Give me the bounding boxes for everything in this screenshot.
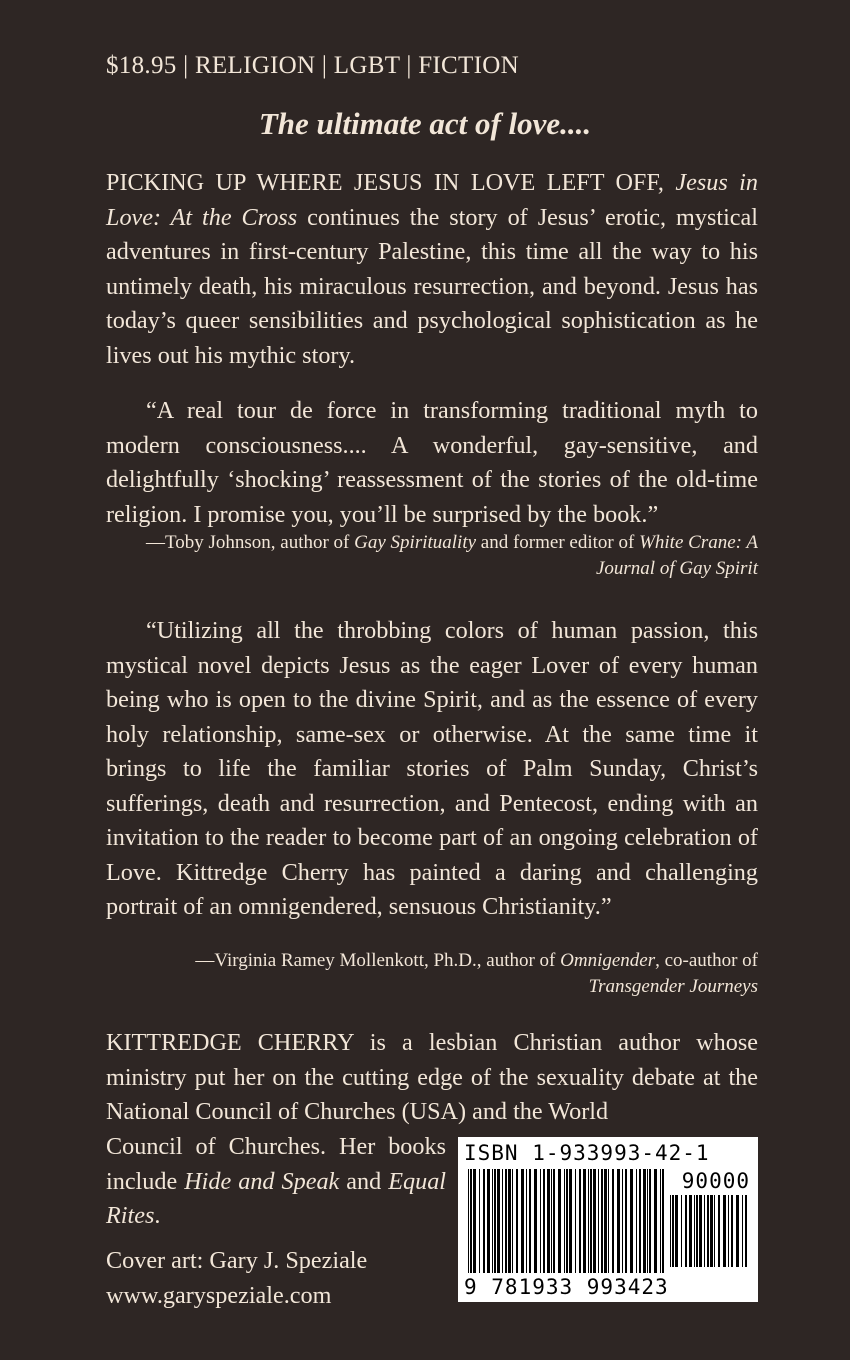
bio-text: Council of Churches. Her books include — [106, 1133, 446, 1195]
barcode-bar — [534, 1169, 537, 1273]
barcode-bar — [492, 1169, 493, 1273]
bio-text: . — [154, 1202, 161, 1229]
barcode-bar — [479, 1169, 480, 1273]
barcode-bar — [588, 1169, 589, 1273]
barcode-bar — [625, 1169, 627, 1273]
barcode-bar — [505, 1169, 507, 1273]
bio-book: Hide and Speak — [184, 1167, 340, 1195]
price-category-line: $18.95 | RELIGION | LGBT | FICTION — [106, 52, 519, 79]
isbn-barcode — [458, 1137, 758, 1302]
barcode-bar — [497, 1169, 500, 1273]
barcode-bar — [604, 1169, 607, 1273]
barcode-bar — [622, 1169, 623, 1273]
barcode-bar — [543, 1169, 545, 1273]
barcode-bar — [617, 1169, 620, 1273]
book-description — [106, 166, 758, 373]
barcode-bar — [470, 1169, 472, 1273]
barcode-bar — [662, 1169, 664, 1273]
barcode-bar — [529, 1169, 531, 1273]
barcode-bar — [502, 1169, 503, 1273]
price-code: 90000 — [681, 1169, 750, 1193]
barcode-bar — [647, 1169, 648, 1273]
barcode-bar — [468, 1169, 469, 1273]
barcode-bar — [575, 1169, 576, 1273]
barcode-bar — [675, 1195, 678, 1267]
barcode-bar — [742, 1195, 743, 1267]
barcode-bar — [608, 1169, 609, 1273]
book-title: Jesus in Love: At the Cross — [106, 169, 758, 231]
barcode-bar — [569, 1169, 572, 1273]
attribution-book: Omnigender — [560, 950, 656, 971]
attribution-text: , co-author of — [655, 950, 758, 971]
barcode-bar — [564, 1169, 565, 1273]
bio-text: and — [346, 1167, 382, 1195]
barcode-bar — [516, 1169, 518, 1273]
barcode-bar — [731, 1195, 733, 1267]
barcode-bar — [745, 1195, 747, 1267]
attribution-text: and former editor of — [480, 532, 635, 553]
barcode-bar — [728, 1195, 729, 1267]
barcode-bar — [707, 1195, 709, 1267]
barcode-bar — [714, 1195, 715, 1267]
barcode-bar — [566, 1169, 568, 1273]
bio-book: Equal Rites — [106, 1167, 447, 1229]
barcode-bar — [736, 1195, 739, 1267]
attribution-book: Transgender Journeys — [588, 976, 758, 997]
description-body: continues the story of Jesus’ erotic, mystical adventures in first-century Palestine, this time all the way to his untimely death, his miraculous resurrection, and beyond. Jesus has today’s queer sensibilities and psychological sophistication as he lives out his mythic story. — [106, 203, 758, 369]
barcode-bar — [612, 1169, 614, 1273]
author-name: KITTREDGE CHERRY — [106, 1029, 354, 1056]
barcode-bar — [694, 1195, 695, 1267]
blurb-quote-1: “A real tour de force in transforming traditional myth to modern consciousness.... A wonderful, gay-sensitive, and delightfully ‘shocking’ reassessment of the stories of the old-time religion. I promise you, you’ll be surprised by the book.” — [106, 397, 758, 528]
barcode-bar — [670, 1195, 671, 1267]
barcode-bar — [512, 1169, 513, 1273]
barcode-bar — [639, 1169, 641, 1273]
author-bio — [106, 1026, 758, 1130]
barcode-bar — [636, 1169, 637, 1273]
barcode-bar — [593, 1169, 596, 1273]
blurb-attribution-1 — [106, 530, 758, 582]
blurb-quote-2: “Utilizing all the throbbing colors of human passion, this mystical novel depicts Jesus as the eager Lover of every human being who is open to the divine Spirit, and as the essence of every holy relationship, same-sex or otherwise. At the same time it brings to life the familiar stories of Palm Sunday, Christ’s sufferings, death and resurrection, and Pentecost, ending with an invitation to the reader to become part of an ongoing celebration of Love. Kittredge Cherry has painted a daring and challenging portrait of an omnigendered, sensuous Christianity.” — [106, 617, 758, 920]
barcode-bar — [643, 1169, 646, 1273]
attribution-book: Gay Spirituality — [354, 532, 477, 553]
barcode-bar — [551, 1169, 552, 1273]
blurb-attribution-2 — [106, 948, 758, 1000]
barcode-bar — [689, 1195, 692, 1267]
addon-barcode-bars — [670, 1195, 750, 1267]
barcode-bar — [649, 1169, 651, 1273]
ean-number: 9 781933 993423 — [464, 1275, 669, 1299]
barcode-bar — [598, 1169, 599, 1273]
barcode-bar — [699, 1195, 702, 1267]
attribution-text: —Toby Johnson, author of — [145, 532, 350, 553]
credit-line: Cover art: Gary J. Speziale — [106, 1247, 368, 1274]
barcode-bar — [526, 1169, 527, 1273]
barcode-bar — [547, 1169, 550, 1273]
barcode-bar — [487, 1169, 490, 1273]
barcode-bar — [685, 1195, 687, 1267]
barcode-bars — [468, 1169, 668, 1273]
barcode-bar — [696, 1195, 698, 1267]
tagline: The ultimate act of love.... — [258, 106, 592, 141]
barcode-bar — [710, 1195, 713, 1267]
barcode-bar — [590, 1169, 592, 1273]
attribution-book: White Crane: A Journal of Gay Spirit — [595, 532, 758, 579]
barcode-bar — [483, 1169, 485, 1273]
barcode-bar — [494, 1169, 496, 1273]
barcode-bar — [718, 1195, 720, 1267]
barcode-bar — [508, 1169, 511, 1273]
barcode-bar — [553, 1169, 555, 1273]
barcode-bar — [654, 1169, 657, 1273]
barcode-bar — [558, 1169, 561, 1273]
barcode-bar — [540, 1169, 541, 1273]
barcode-bar — [601, 1169, 603, 1273]
author-bio-continued — [106, 1130, 446, 1234]
barcode-bar — [521, 1169, 524, 1273]
barcode-bar — [630, 1169, 633, 1273]
credit-url: www.garyspeziale.com — [106, 1281, 332, 1309]
description-lead: PICKING UP WHERE JESUS IN LOVE LEFT OFF, — [106, 169, 664, 196]
barcode-bar — [672, 1195, 674, 1267]
barcode-bar — [681, 1195, 682, 1267]
bio-text: is a lesbian Christian author whose ministry put her on the cutting edge of the sexuality debate at the National Council of Churches (USA) and the World — [106, 1029, 758, 1125]
isbn-label: ISBN 1-933993-42-1 — [464, 1141, 710, 1165]
attribution-text: —Virginia Ramey Mollenkott, Ph.D., author of — [195, 950, 556, 971]
barcode-bar — [723, 1195, 726, 1267]
barcode-bar — [660, 1169, 661, 1273]
barcode-bar — [473, 1169, 476, 1273]
barcode-bar — [583, 1169, 586, 1273]
barcode-bar — [704, 1195, 705, 1267]
barcode-bar — [579, 1169, 581, 1273]
